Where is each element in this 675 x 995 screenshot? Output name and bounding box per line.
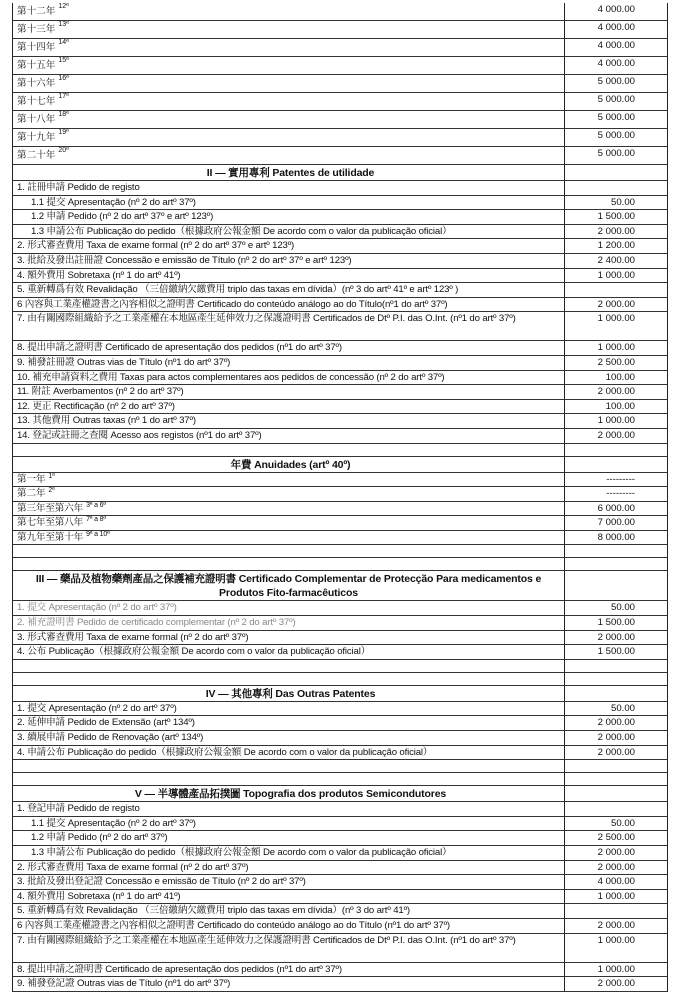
fee-amount: 7 000.00	[597, 517, 635, 529]
fee-amount: 1 500.00	[597, 646, 635, 658]
description-text: 4. 額外費用 Sobretaxa (nº 1 do artº 41º)	[17, 269, 181, 281]
fee-amount: 5 000.00	[597, 112, 635, 123]
year-ordinal: 12ª	[58, 3, 69, 10]
year-ordinal: 16ª	[58, 75, 69, 82]
row-description	[13, 444, 565, 456]
row-description	[13, 846, 565, 860]
row-description	[13, 716, 565, 730]
table-row	[13, 93, 667, 111]
row-description	[13, 702, 565, 716]
row-description	[13, 875, 565, 889]
blank-row	[13, 760, 667, 773]
table-row	[13, 746, 667, 761]
description-text: 第十九年	[17, 132, 56, 143]
description-text: 9. 補發註冊證 Outras vias de Título (nº1 do artº 37º)	[17, 356, 231, 368]
fee-amount: 50.00	[610, 196, 635, 208]
row-description	[13, 39, 565, 56]
description-text: 6 內容與工業產權證書之內容相似之證明書 Certificado do conteúdo análogo ao do Título (nº1 do artº 37º)	[17, 919, 450, 931]
table-row	[13, 39, 667, 57]
description-text: 9. 補發登記證 Outras vias de Título (nº1 do artº 37º)	[17, 978, 231, 990]
row-description	[13, 429, 565, 443]
table-row	[13, 57, 667, 75]
section-header	[13, 571, 667, 601]
row-description	[13, 977, 565, 991]
description-text: II — 實用專利 Patentes de utilidade	[206, 167, 375, 179]
row-description	[13, 210, 565, 224]
row-description	[13, 181, 565, 195]
table-row	[13, 210, 667, 225]
table-row	[13, 616, 667, 631]
row-description	[13, 802, 565, 816]
table-row	[13, 861, 667, 876]
row-description	[13, 571, 565, 600]
table-row	[13, 371, 667, 386]
description-text: 第一年	[17, 473, 46, 485]
row-description	[13, 414, 565, 428]
table-row	[13, 196, 667, 211]
row-description	[13, 298, 565, 312]
fee-amount: 1 000.00	[597, 415, 635, 427]
table-row	[13, 111, 667, 129]
row-description	[13, 473, 565, 487]
fee-amount	[565, 571, 667, 600]
year-ordinal: 19ª	[58, 129, 69, 136]
fee-amount: 1 500.00	[597, 211, 635, 223]
description-text: 1.2 申請 Pedido (nº 2 do artº 37º)	[31, 832, 168, 844]
row-description	[13, 516, 565, 530]
row-description	[13, 686, 565, 701]
table-row	[13, 254, 667, 269]
table-row	[13, 298, 667, 313]
fee-amount: 4 000.00	[597, 22, 635, 33]
description-text: 8. 提出申請之證明書 Certificado de apresentação dos pedidos (nº1 do artº 37º)	[17, 963, 342, 975]
row-description	[13, 254, 565, 268]
fee-amount: 2 500.00	[597, 356, 635, 368]
fee-amount: 2 500.00	[597, 832, 635, 844]
row-description	[13, 786, 565, 801]
row-description	[13, 57, 565, 74]
row-description	[13, 919, 565, 933]
description-text: 2. 補充證明書 Pedido de certificado complementar (nº 2 do artº 37º)	[17, 617, 296, 629]
table-row	[13, 269, 667, 284]
table-row	[13, 414, 667, 429]
table-row	[13, 846, 667, 861]
description-text: 3. 批給及發出註冊證 Concessão e emissão de Título (nº 2 do artº 37º e artº 123º)	[17, 254, 352, 266]
fee-table	[12, 3, 668, 992]
row-description	[13, 631, 565, 645]
row-description	[13, 660, 565, 672]
description-text: IV — 其他專利 Das Outras Patentes	[205, 687, 376, 700]
description-text: 4. 額外費用 Sobretaxa (nº 1 do artº 41º)	[17, 890, 181, 902]
year-ordinal: 1ª	[48, 472, 55, 480]
section-header	[13, 786, 667, 802]
table-row	[13, 341, 667, 356]
fee-amount: 100.00	[605, 400, 635, 412]
fee-amount: 1 200.00	[597, 240, 635, 252]
year-ordinal: 18ª	[58, 111, 69, 118]
description-text: 第七年至第八年	[17, 517, 84, 529]
fee-amount: 2 000.00	[597, 717, 635, 729]
description-text: III — 藥品及植物藥劑產品之保護補充證明書 Certificado Complementar de Protecção Para medicamentos e Produtos Fito-farmacêuticos	[35, 573, 542, 600]
blank-row	[13, 673, 667, 686]
fee-amount: 5 000.00	[597, 148, 635, 159]
fee-amount	[565, 686, 667, 701]
table-row	[13, 400, 667, 415]
table-row	[13, 919, 667, 934]
fee-amount: 2 400.00	[597, 254, 635, 266]
description-text: 第十七年	[17, 96, 56, 107]
section-header	[13, 165, 667, 181]
fee-amount: 1 000.00	[597, 313, 635, 325]
row-description	[13, 673, 565, 685]
table-row	[13, 875, 667, 890]
fee-amount: ---------	[606, 473, 635, 485]
fee-amount	[565, 444, 667, 456]
fee-amount: 2 000.00	[597, 225, 635, 237]
row-description	[13, 934, 565, 962]
fee-amount: 50.00	[610, 817, 635, 829]
table-row	[13, 531, 667, 546]
fee-amount	[565, 558, 667, 570]
table-row	[13, 385, 667, 400]
row-description	[13, 21, 565, 38]
description-text: 第十四年	[17, 42, 56, 53]
row-description	[13, 616, 565, 630]
table-row	[13, 817, 667, 832]
description-text: 1.2 申請 Pedido (nº 2 do artº 37º e artº 123º)	[31, 211, 214, 223]
fee-amount: 50.00	[610, 602, 635, 614]
table-row	[13, 502, 667, 517]
fee-amount: 1 000.00	[597, 342, 635, 354]
description-text: 1.1 提交 Apresentação (nº 2 do artº 37º)	[31, 196, 196, 208]
table-row	[13, 21, 667, 39]
description-text: 第十六年	[17, 78, 56, 89]
table-row	[13, 516, 667, 531]
table-row	[13, 934, 667, 963]
table-row	[13, 3, 667, 21]
fee-amount: 2 000.00	[597, 631, 635, 643]
year-ordinal: 2ª	[48, 487, 55, 495]
description-text: 10. 補充申請資料之費用 Taxas para actos complementares aos pedidos de concessão (nº 2 do artº 37º)	[17, 371, 445, 383]
fee-amount: 1 000.00	[597, 963, 635, 975]
row-description	[13, 773, 565, 785]
description-text: 7. 由有關國際組織給予之工業產權在本地區產生延伸效力之保護證明書 Certificados de Dtº P.I. das O.Int. (nº1 do artº 37º)	[17, 934, 516, 946]
year-ordinal: 3ª a 6ª	[86, 501, 106, 509]
row-description	[13, 731, 565, 745]
table-row	[13, 225, 667, 240]
description-text: 4. 申請公布 Publicação do pedido（根據政府公報金額 De acordo com o valor da publicação oficial）	[17, 746, 433, 758]
description-text: 8. 提出申請之證明書 Certificado de apresentação dos pedidos (nº1 do artº 37º)	[17, 342, 342, 354]
description-text: 第十三年	[17, 24, 56, 35]
table-row	[13, 645, 667, 660]
row-description	[13, 545, 565, 557]
description-text: 1.3 申請公布 Publicação do pedido（根據政府公報金額 De acordo com o valor da publicação oficial）	[31, 847, 452, 858]
row-description	[13, 283, 565, 297]
description-text: 5. 重新轉爲有效 Revalidação （三倍繳納欠繳費用 triplo das taxas em dívida）(nº 3 do artº 41º e artº 123º )	[17, 284, 459, 296]
table-row	[13, 963, 667, 978]
row-description	[13, 165, 565, 180]
description-text: 13. 其他費用 Outras taxas (nº 1 do artº 37º)	[17, 415, 196, 427]
row-description	[13, 111, 565, 128]
fee-amount: 5 000.00	[597, 76, 635, 87]
year-ordinal: 17ª	[58, 93, 69, 100]
table-row	[13, 890, 667, 905]
table-row	[13, 904, 667, 919]
row-description	[13, 3, 565, 20]
fee-amount: ---------	[606, 488, 635, 500]
row-description	[13, 487, 565, 501]
description-text: 年費 Anuidades (artº 40º)	[230, 458, 351, 471]
fee-amount: 1 000.00	[597, 934, 635, 946]
description-text: 5. 重新轉爲有效 Revalidação （三倍繳納欠繳費用 triplo das taxas em dívida）(nº 3 do artº 41º)	[17, 905, 410, 917]
row-description	[13, 129, 565, 146]
table-row	[13, 283, 667, 298]
row-description	[13, 225, 565, 239]
description-text: 1. 提交 Apresentação (nº 2 do artº 37º)	[17, 702, 177, 714]
description-text: 1.3 申請公布 Publicação do pedido（根據政府公報金額 De acordo com o valor da publicação oficial）	[31, 225, 452, 237]
year-ordinal: 20ª	[58, 147, 69, 154]
row-description	[13, 341, 565, 355]
description-text: 1. 註冊申請 Pedido de registo	[17, 182, 140, 193]
table-row	[13, 356, 667, 371]
row-description	[13, 817, 565, 831]
fee-amount	[565, 904, 667, 918]
fee-amount: 2 000.00	[597, 298, 635, 310]
row-description	[13, 904, 565, 918]
fee-amount: 4 000.00	[597, 876, 635, 888]
row-description	[13, 746, 565, 760]
table-row	[13, 631, 667, 646]
description-text: 1.1 提交 Apresentação (nº 2 do artº 37º)	[31, 817, 196, 829]
fee-amount: 2 000.00	[597, 732, 635, 744]
year-ordinal: 15ª	[58, 57, 69, 64]
row-description	[13, 356, 565, 370]
year-ordinal: 14ª	[58, 39, 69, 46]
fee-amount	[565, 181, 667, 195]
description-text: 4. 公布 Publicação（根據政府公報金額 De acordo com o valor da publicação oficial）	[17, 646, 371, 658]
fee-amount: 6 000.00	[597, 502, 635, 514]
description-text: 1. 提交 Apresentação (nº 2 do artº 37º)	[17, 602, 177, 614]
fee-amount: 1 000.00	[597, 269, 635, 281]
row-description	[13, 645, 565, 659]
blank-row	[13, 773, 667, 786]
fee-amount: 4 000.00	[597, 40, 635, 51]
description-text: 3. 形式審查費用 Taxa de exame formal (nº 2 do artº 37º)	[17, 631, 249, 643]
row-description	[13, 147, 565, 164]
blank-row	[13, 660, 667, 673]
row-description	[13, 75, 565, 92]
description-text: 第十八年	[17, 114, 56, 125]
row-description	[13, 196, 565, 210]
row-description	[13, 400, 565, 414]
table-row	[13, 487, 667, 502]
section-header	[13, 457, 667, 473]
blank-row	[13, 558, 667, 571]
fee-amount: 2 000.00	[597, 847, 635, 858]
fee-amount	[565, 660, 667, 672]
description-text: 14. 登記或註冊之查閱 Acesso aos registos (nº1 do artº 37º)	[17, 429, 262, 441]
table-row	[13, 147, 667, 165]
table-row	[13, 601, 667, 616]
description-text: 第九年至第十年	[17, 531, 84, 543]
row-description	[13, 831, 565, 845]
row-description	[13, 601, 565, 615]
table-row	[13, 181, 667, 196]
row-description	[13, 890, 565, 904]
table-row	[13, 75, 667, 93]
row-description	[13, 531, 565, 545]
fee-amount	[565, 786, 667, 801]
fee-amount: 2 000.00	[597, 861, 635, 873]
description-text: 3. 續展申請 Pedido de Renovação (artº 134º)	[17, 732, 204, 744]
table-row	[13, 239, 667, 254]
fee-amount: 2 000.00	[597, 978, 635, 990]
row-description	[13, 861, 565, 875]
fee-amount: 100.00	[605, 371, 635, 383]
row-description	[13, 239, 565, 253]
table-row	[13, 129, 667, 147]
fee-amount: 5 000.00	[597, 130, 635, 141]
table-row	[13, 473, 667, 488]
fee-amount: 4 000.00	[597, 58, 635, 69]
fee-amount: 2 000.00	[597, 919, 635, 931]
row-description	[13, 502, 565, 516]
description-text: 第十二年	[17, 6, 56, 17]
description-text: 第二十年	[17, 150, 56, 161]
row-description	[13, 269, 565, 283]
description-text: V — 半導體產品拓撲圖 Topografia dos produtos Semicondutores	[134, 788, 447, 801]
row-description	[13, 371, 565, 385]
table-row	[13, 312, 667, 341]
fee-amount: 2 000.00	[597, 386, 635, 398]
year-ordinal: 13ª	[58, 21, 69, 28]
description-text: 12. 更正 Rectificação (nº 2 do artº 37º)	[17, 400, 175, 412]
fee-amount	[565, 457, 667, 472]
fee-amount	[565, 760, 667, 772]
blank-row	[13, 545, 667, 558]
fee-amount	[565, 773, 667, 785]
row-description	[13, 93, 565, 110]
description-text: 3. 批給及發出登記證 Concessão e emissão de Título (nº 2 do artº 37º)	[17, 876, 306, 888]
fee-amount: 2 000.00	[597, 746, 635, 758]
year-ordinal: 9ª a 10ª	[86, 530, 110, 538]
table-row	[13, 429, 667, 444]
row-description	[13, 558, 565, 570]
table-row	[13, 802, 667, 817]
blank-row	[13, 444, 667, 457]
description-text: 第二年	[17, 488, 46, 500]
row-description	[13, 963, 565, 977]
description-text: 6 內容與工業產權證書之內容相似之證明書 Certificado do conteúdo análogo ao do Título(nº1 do artº 37º)	[17, 298, 448, 310]
fee-amount: 1 000.00	[597, 890, 635, 902]
description-text: 第十五年	[17, 60, 56, 71]
row-description	[13, 385, 565, 399]
section-header	[13, 686, 667, 702]
year-ordinal: 7ª a 8ª	[86, 516, 106, 524]
description-text: 2. 延伸申請 Pedido de Extensão (artº 134º)	[17, 717, 195, 729]
description-text: 1. 登記申請 Pedido de registo	[17, 803, 140, 815]
table-row	[13, 831, 667, 846]
row-description	[13, 457, 565, 472]
table-row	[13, 716, 667, 731]
fee-amount: 2 000.00	[597, 429, 635, 441]
fee-amount: 50.00	[610, 702, 635, 714]
row-description	[13, 760, 565, 772]
fee-amount	[565, 802, 667, 816]
table-row	[13, 731, 667, 746]
fee-amount	[565, 283, 667, 297]
table-row	[13, 977, 667, 992]
description-text: 2. 形式審查費用 Taxa de exame formal (nº 2 do artº 37º)	[17, 861, 249, 873]
description-text: 第三年至第六年	[17, 502, 84, 514]
fee-amount	[565, 673, 667, 685]
row-description	[13, 312, 565, 340]
description-text: 11. 附註 Averbamentos (nº 2 do artº 37º)	[17, 386, 184, 398]
description-text: 2. 形式審查費用 Taxa de exame formal (nº 2 do artº 37º e artº 123º)	[17, 240, 295, 252]
table-row	[13, 702, 667, 717]
fee-amount: 8 000.00	[597, 531, 635, 543]
fee-amount: 4 000.00	[597, 4, 635, 15]
fee-amount	[565, 545, 667, 557]
fee-amount	[565, 165, 667, 180]
fee-amount: 1 500.00	[597, 617, 635, 629]
description-text: 7. 由有關國際組織給予之工業產權在本地區產生延伸效力之保護證明書 Certificados de Dtº P.I. das O.Int. (nº1 do artº 37º)	[17, 313, 516, 325]
fee-amount: 5 000.00	[597, 94, 635, 105]
